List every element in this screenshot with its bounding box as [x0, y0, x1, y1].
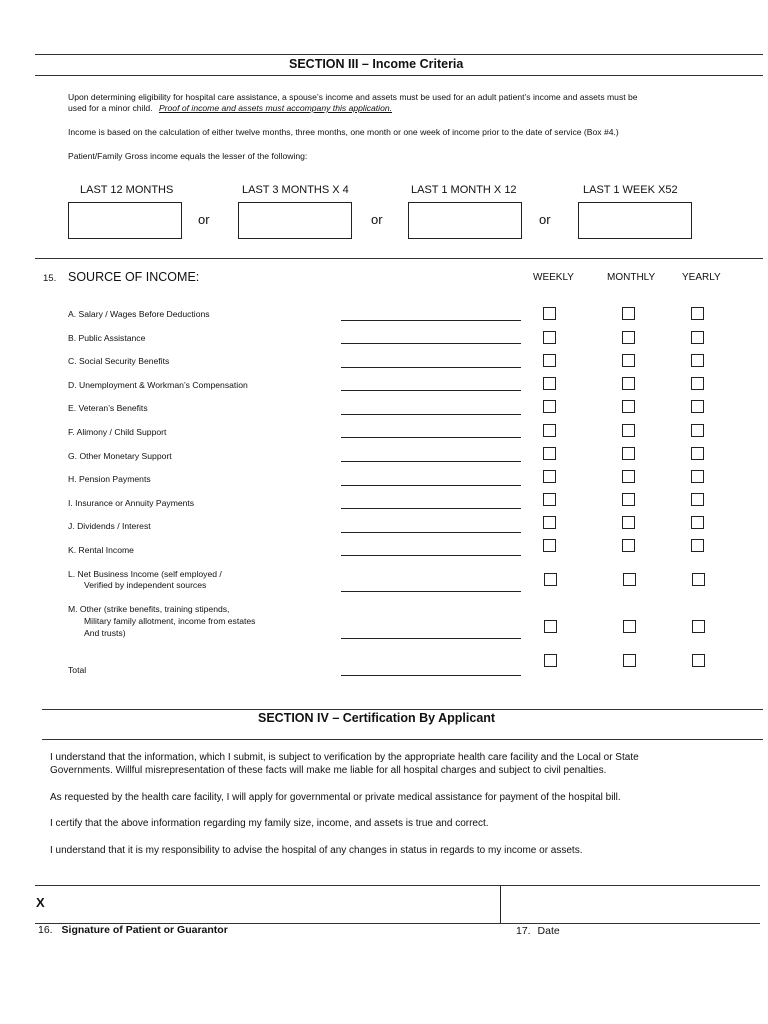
yearly-checkbox[interactable] — [691, 377, 704, 390]
proof-note: Proof of income and assets must accompany this application. — [158, 103, 393, 113]
weekly-checkbox[interactable] — [544, 573, 557, 586]
section3-para1-text: used for a minor child. — [68, 103, 153, 113]
column-yearly: YEARLY — [682, 272, 721, 283]
period-label-1-week: LAST 1 WEEK X52 — [583, 184, 678, 196]
yearly-checkbox[interactable] — [692, 573, 705, 586]
section3-top-rule — [35, 54, 763, 55]
period-box-3-months[interactable] — [238, 202, 352, 239]
yearly-checkbox[interactable] — [691, 307, 704, 320]
monthly-checkbox[interactable] — [623, 573, 636, 586]
amount-line[interactable] — [341, 555, 521, 556]
weekly-checkbox[interactable] — [543, 493, 556, 506]
weekly-checkbox[interactable] — [543, 539, 556, 552]
monthly-checkbox[interactable] — [622, 539, 635, 552]
date-field[interactable] — [503, 888, 759, 921]
period-label-3-months: LAST 3 MONTHS X 4 — [242, 184, 349, 196]
certification-para4: I understand that it is my responsibility to advise the hospital of any changes in status in regards to my income or assets. — [50, 845, 583, 856]
income-row-label: D. Unemployment & Workman’s Compensation — [68, 380, 248, 390]
weekly-checkbox[interactable] — [543, 400, 556, 413]
weekly-checkbox[interactable] — [543, 307, 556, 320]
certification-para3: I certify that the above information regarding my family size, income, and assets is true and correct. — [50, 818, 489, 829]
income-row-label: G. Other Monetary Support — [68, 451, 172, 461]
amount-line[interactable] — [341, 437, 521, 438]
income-row-label: J. Dividends / Interest — [68, 521, 151, 531]
monthly-checkbox[interactable] — [622, 307, 635, 320]
income-row-label: M. Other (strike benefits, training stipends, — [68, 604, 230, 614]
amount-line[interactable] — [341, 367, 521, 368]
yearly-checkbox[interactable] — [691, 539, 704, 552]
signature-label: Signature of Patient or Guarantor — [61, 924, 228, 936]
weekly-checkbox[interactable] — [544, 620, 557, 633]
yearly-checkbox[interactable] — [691, 354, 704, 367]
monthly-checkbox[interactable] — [622, 354, 635, 367]
monthly-checkbox[interactable] — [623, 654, 636, 667]
section4-bottom-rule — [42, 739, 763, 740]
income-row-label-continued: Military family allotment, income from estates — [84, 616, 256, 626]
period-label-12-months: LAST 12 MONTHS — [80, 184, 174, 196]
yearly-checkbox[interactable] — [691, 516, 704, 529]
amount-line[interactable] — [341, 343, 521, 344]
period-box-1-month[interactable] — [408, 202, 522, 239]
period-divider-rule — [35, 258, 763, 259]
monthly-checkbox[interactable] — [622, 377, 635, 390]
income-row-label: C. Social Security Benefits — [68, 356, 170, 366]
income-row-label: E. Veteran’s Benefits — [68, 403, 148, 413]
income-row-label-continued: Verified by independent sources — [84, 580, 207, 590]
date-number: 17. — [516, 925, 531, 937]
income-row-label: H. Pension Payments — [68, 474, 151, 484]
weekly-checkbox[interactable] — [543, 424, 556, 437]
amount-line[interactable] — [341, 591, 521, 592]
amount-line[interactable] — [341, 390, 521, 391]
certification-para2: As requested by the health care facility, I will apply for governmental or private medical assistance for payment of the hospital bill. — [50, 792, 621, 803]
yearly-checkbox[interactable] — [691, 447, 704, 460]
signature-field[interactable] — [52, 888, 498, 921]
weekly-checkbox[interactable] — [543, 331, 556, 344]
section3-para2: Income is based on the calculation of either twelve months, three months, one month or one week of income prior to the date of service (Box #4.) — [68, 127, 619, 137]
period-box-1-week[interactable] — [578, 202, 692, 239]
certification-para1-line2: Governments. Willful misrepresentation of these facts will make me liable for all hospital charges and subject to civil penalties. — [50, 765, 607, 776]
amount-line[interactable] — [341, 461, 521, 462]
yearly-checkbox[interactable] — [692, 654, 705, 667]
amount-line[interactable] — [341, 508, 521, 509]
weekly-checkbox[interactable] — [543, 516, 556, 529]
amount-line[interactable] — [341, 532, 521, 533]
yearly-checkbox[interactable] — [691, 331, 704, 344]
or-separator: or — [371, 212, 383, 227]
signature-x-mark: X — [36, 895, 45, 910]
weekly-checkbox[interactable] — [543, 354, 556, 367]
amount-line[interactable] — [341, 320, 521, 321]
section3-para1-line1: Upon determining eligibility for hospital care assistance, a spouse’s income and assets must be used for an adult patient’s income and assets must be — [68, 92, 638, 102]
section3-para3: Patient/Family Gross income equals the lesser of the following: — [68, 151, 308, 161]
total-amount-line[interactable] — [341, 675, 521, 676]
monthly-checkbox[interactable] — [622, 331, 635, 344]
income-row-label: F. Alimony / Child Support — [68, 427, 167, 437]
section4-top-rule — [42, 709, 763, 710]
column-weekly: WEEKLY — [533, 272, 574, 283]
yearly-checkbox[interactable] — [691, 493, 704, 506]
monthly-checkbox[interactable] — [623, 620, 636, 633]
section3-para1-line2 — [68, 103, 392, 113]
yearly-checkbox[interactable] — [691, 400, 704, 413]
or-separator: or — [539, 212, 551, 227]
period-label-1-month: LAST 1 MONTH X 12 — [411, 184, 517, 196]
section4-title: SECTION IV – Certification By Applicant — [258, 711, 496, 725]
monthly-checkbox[interactable] — [622, 470, 635, 483]
section3-bottom-rule — [35, 75, 763, 76]
yearly-checkbox[interactable] — [691, 470, 704, 483]
amount-line[interactable] — [341, 414, 521, 415]
income-row-label: K. Rental Income — [68, 545, 134, 555]
income-section-number: 15. — [43, 273, 57, 284]
signature-date-divider — [500, 886, 501, 923]
income-row-label: I. Insurance or Annuity Payments — [68, 498, 195, 508]
date-caption — [516, 925, 560, 937]
monthly-checkbox[interactable] — [622, 516, 635, 529]
signature-caption — [38, 924, 228, 936]
signature-top-rule — [35, 885, 760, 886]
income-row-label: B. Public Assistance — [68, 333, 146, 343]
weekly-checkbox[interactable] — [544, 654, 557, 667]
income-row-label: A. Salary / Wages Before Deductions — [68, 309, 210, 319]
income-heading: SOURCE OF INCOME: — [68, 270, 200, 284]
monthly-checkbox[interactable] — [622, 447, 635, 460]
weekly-checkbox[interactable] — [543, 470, 556, 483]
weekly-checkbox[interactable] — [543, 377, 556, 390]
yearly-checkbox[interactable] — [691, 424, 704, 437]
or-separator: or — [198, 212, 210, 227]
amount-line[interactable] — [341, 638, 521, 639]
monthly-checkbox[interactable] — [622, 424, 635, 437]
monthly-checkbox[interactable] — [622, 400, 635, 413]
weekly-checkbox[interactable] — [543, 447, 556, 460]
income-row-label-continued: And trusts) — [84, 628, 126, 638]
date-label: Date — [537, 925, 560, 937]
amount-line[interactable] — [341, 485, 521, 486]
column-monthly: MONTHLY — [607, 272, 656, 283]
certification-para1-line1: I understand that the information, which I submit, is subject to verification by the appropriate health care facility and the Local or State — [50, 752, 639, 763]
section3-title: SECTION III – Income Criteria — [289, 57, 464, 71]
period-box-12-months[interactable] — [68, 202, 182, 239]
signature-number: 16. — [38, 924, 53, 936]
income-total-label: Total — [68, 665, 87, 675]
income-row-label: L. Net Business Income (self employed / — [68, 569, 222, 579]
yearly-checkbox[interactable] — [692, 620, 705, 633]
monthly-checkbox[interactable] — [622, 493, 635, 506]
